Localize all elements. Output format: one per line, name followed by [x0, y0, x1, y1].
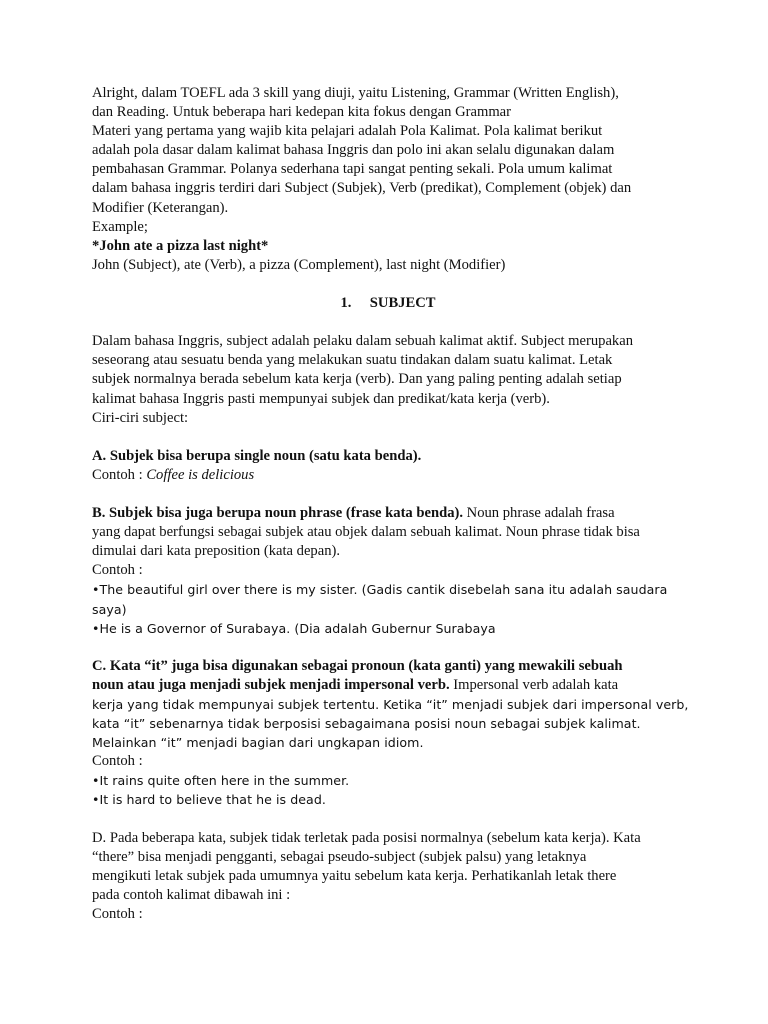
example-bullet: •The beautiful girl over there is my sister. (Gadis cantik disebelah sana itu adalah saudara — [92, 582, 668, 598]
text-line: kalimat bahasa Inggris pasti mempunyai subjek dan predikat/kata kerja (verb). — [92, 390, 550, 407]
text-line: dan Reading. Untuk beberapa hari kedepan kita fokus dengan Grammar — [92, 104, 512, 121]
example-bullet: •It rains quite often here in the summer. — [92, 773, 350, 789]
text-line: yang dapat berfungsi sebagai subjek atau objek dalam sebuah kalimat. Noun phrase tidak bisa — [92, 524, 640, 541]
text-line: subjek normalnya berada sebelum kata kerja (verb). Dan yang paling penting adalah setiap — [92, 371, 622, 388]
text-line: D. Pada beberapa kata, subjek tidak terletak pada posisi normalnya (sebelum kata kerja). Kata — [92, 829, 641, 846]
example-breakdown: John (Subject), ate (Verb), a pizza (Complement), last night (Modifier) — [92, 256, 506, 273]
text-line: Modifier (Keterangan). — [92, 199, 229, 216]
section-b-title: B. Subjek bisa juga berupa noun phrase (frase kata benda). — [92, 505, 464, 522]
text-line: Alright, dalam TOEFL ada 3 skill yang diuji, yaitu Listening, Grammar (Written English), — [92, 85, 619, 101]
example-label: Example; — [92, 218, 148, 235]
text-line: Materi yang pertama yang wajib kita pelajari adalah Pola Kalimat. Pola kalimat berikut — [92, 123, 603, 140]
text-line: kata “it” sebenarnya tidak berposisi sebagaimana posisi noun sebagai subjek kalimat. — [92, 716, 641, 732]
section-b — [92, 504, 684, 638]
heading-number: 1. — [340, 295, 352, 312]
subject-paragraph — [92, 332, 684, 427]
text-line: dimulai dari kata preposition (kata depan). — [92, 543, 341, 560]
text-line: Ciri-ciri subject: — [92, 409, 189, 426]
section-d — [92, 829, 684, 924]
text-line: kerja yang tidak mempunyai subjek tertentu. Ketika “it” menjadi subjek dari impersonal verb, — [92, 697, 689, 712]
text-line: Dalam bahasa Inggris, subject adalah pelaku dalam sebuah kalimat aktif. Subject merupakan — [92, 333, 633, 350]
text-line: adalah pola dasar dalam kalimat bahasa Inggris dan polo ini akan selalu digunakan dalam — [92, 142, 615, 159]
example-bullet: •It is hard to believe that he is dead. — [92, 792, 326, 808]
example-bullet: •He is a Governor of Surabaya. (Dia adalah Gubernur Surabaya — [92, 620, 496, 636]
section-c-title: C. Kata “it” juga bisa digunakan sebagai pronoun (kata ganti) yang mewakili sebuah — [92, 657, 623, 674]
example-bullet-cont: saya) — [92, 601, 127, 617]
section-a-contoh — [92, 466, 684, 485]
section-c — [92, 657, 689, 810]
section-c-title-cont: noun atau juga menjadi subjek menjadi impersonal verb. — [92, 676, 450, 693]
text-inline: Noun phrase adalah frasa — [463, 505, 615, 522]
example-sentence: *John ate a pizza last night* — [92, 237, 269, 254]
text-line: mengikuti letak subjek pada umumnya yaitu sebelum kata kerja. Perhatikanlah letak there — [92, 867, 617, 884]
section-heading-subject — [92, 294, 684, 313]
section-b-line1 — [92, 504, 684, 523]
text-line: pada contoh kalimat dibawah ini : — [92, 886, 291, 903]
contoh-label: Contoh : — [92, 906, 143, 923]
intro-paragraph — [92, 84, 684, 275]
contoh-example: Coffee is delicious — [146, 466, 255, 483]
section-a — [92, 447, 684, 485]
document-body — [92, 84, 689, 924]
section-a-title: A. Subjek bisa berupa single noun (satu kata benda). — [92, 447, 422, 464]
text-line: “there” bisa menjadi pengganti, sebagai pseudo-subject (subjek palsu) yang letaknya — [92, 848, 587, 865]
text-inline: Impersonal verb adalah kata — [449, 676, 619, 693]
text-line: Melainkan “it” menjadi bagian dari ungkapan idiom. — [92, 735, 424, 751]
section-c-line2 — [92, 676, 684, 695]
contoh-label: Contoh : — [92, 562, 143, 579]
contoh-label: Contoh : — [92, 753, 143, 770]
contoh-label: Contoh : — [92, 466, 147, 483]
text-line: seseorang atau sesuatu benda yang melakukan suatu tindakan dalam suatu kalimat. Letak — [92, 352, 613, 369]
text-line: pembahasan Grammar. Polanya sederhana tapi sangat penting sekali. Pola umum kalimat — [92, 161, 613, 178]
text-line: dalam bahasa inggris terdiri dari Subject (Subjek), Verb (predikat), Complement (objek) dan — [92, 180, 632, 197]
heading-title: SUBJECT — [369, 295, 436, 312]
